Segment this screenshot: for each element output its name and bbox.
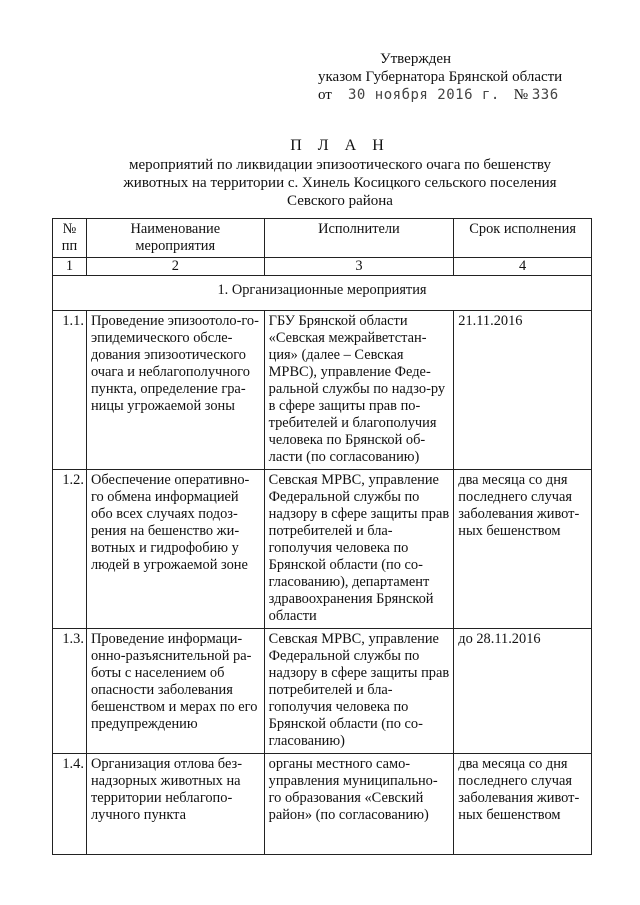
column-number: 2 [86,258,264,276]
row-deadline: два месяца со дня последнего случая заболевания живот-ных бешенством [454,754,592,855]
approval-decree: указом Губернатора Брянской области [318,69,563,85]
title-line-2: животных на территории с. Хинель Косицкого сельского поселения [123,175,557,191]
column-number: 3 [264,258,454,276]
table-header-row [53,219,592,258]
row-number: 1.4. [53,754,87,855]
header-number: № пп [53,219,87,258]
row-deadline: 21.11.2016 [454,311,592,470]
row-activity: Проведение эпизоотоло-го-эпидемического обсле-дования эпизоотического очага и неблагополучного пункта, определение гра-ницы угрожаемой зоны [86,311,264,470]
section-title: 1. Организационные мероприятия [53,276,592,311]
header-deadline: Срок исполнения [454,219,592,258]
table-row [53,754,592,855]
approval-from-label: от [318,87,332,103]
title-line-3: Севского района [287,193,393,209]
plan-heading: П Л А Н [290,137,390,154]
approval-number-label: № [513,87,529,103]
approval-title: Утвержден [380,51,452,67]
table-row [53,629,592,754]
row-number: 1.1. [53,311,87,470]
row-executors: Севская МРВС, управление Федеральной службы по надзору в сфере защиты прав потребителей и бла-гополучия человека по Брянской области (по со-гласованию), департамент здравоохранения Брянской области [264,470,454,629]
row-executors: Севская МРВС, управление Федеральной службы по надзору в сфере защиты прав потребителей и бла-гополучия человека по Брянской области (по со-гласованию) [264,629,454,754]
row-activity: Проведение информаци-онно-разъяснительной ра-боты с населением об опасности заболевания бешенством и мерах по его предупреждению [86,629,264,754]
row-deadline: два месяца со дня последнего случая заболевания живот-ных бешенством [454,470,592,629]
row-number: 1.3. [53,629,87,754]
table-row [53,311,592,470]
header-executors: Исполнители [264,219,454,258]
row-activity: Обеспечение оперативно-го обмена информацией обо всех случаях подоз-рения на бешенство жи-вотных и гидрофобию у людей в угрожаемой зоне [86,470,264,629]
row-executors: ГБУ Брянской области «Севская межрайветстан-ция» (далее – Севская МРВС), управление Феде-ральной службы по надзо-ру в сфере защиты прав по-требителей и благополучия человека по Брянской об-ласти (по согласованию) [264,311,454,470]
approval-block [318,50,618,104]
row-number: 1.2. [53,470,87,629]
approval-date-line [318,86,618,104]
approval-number: 336 [531,87,559,103]
row-activity: Организация отлова без-надзорных животных на территории неблагопо-лучного пункта [86,754,264,855]
section-row [53,276,592,311]
header-activity: Наименование мероприятия [86,219,264,258]
column-number-row [53,258,592,276]
document-title [40,136,640,210]
row-deadline: до 28.11.2016 [454,629,592,754]
table-row [53,470,592,629]
plan-table [52,218,592,855]
row-executors: органы местного само-управления муниципально-го образования «Севский район» (по согласованию) [264,754,454,855]
title-line-1: мероприятий по ликвидации эпизоотического очага по бешенству [128,157,552,173]
column-number: 1 [53,258,87,276]
approval-date: 30 ноября 2016 г. [348,87,500,103]
column-number: 4 [454,258,592,276]
